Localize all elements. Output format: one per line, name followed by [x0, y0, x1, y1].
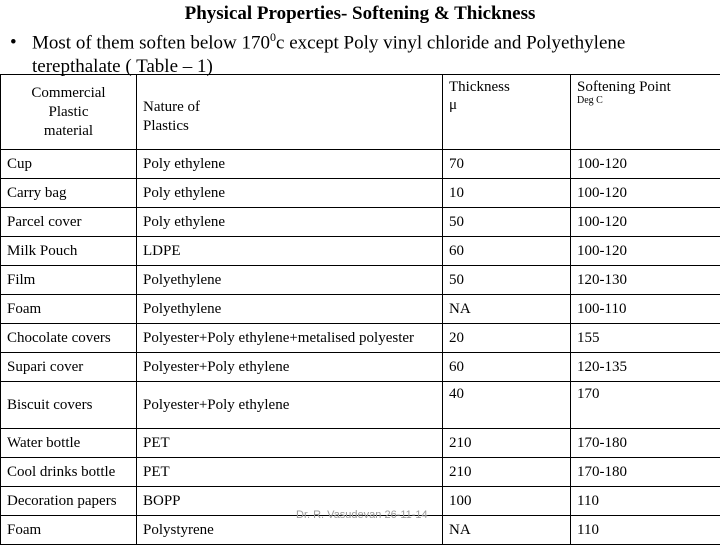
properties-table — [0, 74, 720, 545]
cell-nature: Poly ethylene — [137, 208, 443, 237]
slide-title: Physical Properties- Softening & Thickness — [0, 3, 720, 25]
header-thickness-label: Thickness — [449, 79, 564, 96]
cell-material: Cup — [1, 150, 137, 179]
header-nature-line-2: Plastics — [143, 117, 436, 136]
cell-softening: 110 — [571, 487, 720, 516]
header-material-line-2: Plastic — [7, 103, 130, 122]
cell-nature: Poly ethylene — [137, 150, 443, 179]
cell-softening: 100-110 — [571, 295, 720, 324]
cell-material: Decoration papers — [1, 487, 137, 516]
cell-material: Foam — [1, 516, 137, 545]
table-row — [1, 150, 720, 179]
cell-thickness: 210 — [443, 429, 571, 458]
cell-softening: 170 — [571, 382, 720, 429]
cell-material: Parcel cover — [1, 208, 137, 237]
cell-material: Water bottle — [1, 429, 137, 458]
footer-text: Dr. R. Vasudevan 26-11-14 — [296, 509, 428, 521]
header-nature-line-1: Nature of — [143, 98, 436, 117]
cell-nature: Polyester+Poly ethylene+metalised polyester — [137, 324, 443, 353]
bullet-superscript: 0 — [270, 30, 276, 44]
cell-thickness: 100 — [443, 487, 571, 516]
header-thickness-unit: μ — [449, 96, 564, 114]
cell-thickness: 10 — [443, 179, 571, 208]
header-material — [1, 75, 137, 150]
cell-nature: BOPP — [137, 487, 443, 516]
table-row — [1, 237, 720, 266]
header-thickness — [443, 75, 571, 150]
bullet-text-pre: Most of them soften below 170 — [32, 32, 270, 53]
cell-thickness: 70 — [443, 150, 571, 179]
table-row — [1, 208, 720, 237]
header-softening-unit: Deg C — [577, 96, 714, 106]
table-row — [1, 429, 720, 458]
table-row — [1, 382, 720, 429]
cell-nature: Polyethylene — [137, 266, 443, 295]
cell-nature: PET — [137, 458, 443, 487]
cell-thickness: NA — [443, 295, 571, 324]
header-softening — [571, 75, 720, 150]
cell-nature: Polyester+Poly ethylene — [137, 382, 443, 429]
cell-softening: 155 — [571, 324, 720, 353]
bullet-icon: • — [10, 31, 32, 55]
cell-softening: 170-180 — [571, 458, 720, 487]
cell-nature: Poly ethylene — [137, 179, 443, 208]
bullet-line-2: terepthalate ( Table – 1) — [10, 55, 710, 79]
cell-thickness: 40 — [443, 382, 571, 429]
cell-material: Supari cover — [1, 353, 137, 382]
header-material-line-1: Commercial — [7, 84, 130, 103]
cell-nature: Polyester+Poly ethylene — [137, 353, 443, 382]
cell-thickness: NA — [443, 516, 571, 545]
cell-material: Biscuit covers — [1, 382, 137, 429]
bullet-point — [10, 25, 710, 79]
table-row — [1, 353, 720, 382]
table-row — [1, 179, 720, 208]
cell-softening: 100-120 — [571, 179, 720, 208]
bullet-line-1 — [10, 25, 710, 55]
cell-material: Foam — [1, 295, 137, 324]
table-row — [1, 458, 720, 487]
cell-material: Carry bag — [1, 179, 137, 208]
cell-softening: 100-120 — [571, 150, 720, 179]
table-row — [1, 295, 720, 324]
cell-softening: 120-135 — [571, 353, 720, 382]
bullet-text-post: c except Poly vinyl chloride and Polyethylene — [276, 32, 625, 53]
table-row — [1, 324, 720, 353]
table-header-row — [1, 75, 720, 150]
cell-thickness: 50 — [443, 266, 571, 295]
table-row — [1, 266, 720, 295]
header-material-line-3: material — [7, 122, 130, 141]
cell-material: Chocolate covers — [1, 324, 137, 353]
cell-thickness: 210 — [443, 458, 571, 487]
cell-softening: 120-130 — [571, 266, 720, 295]
header-softening-label: Softening Point — [577, 79, 714, 96]
cell-thickness: 60 — [443, 237, 571, 266]
cell-thickness: 60 — [443, 353, 571, 382]
cell-material: Film — [1, 266, 137, 295]
cell-softening: 100-120 — [571, 208, 720, 237]
cell-nature: Polystyrene — [137, 516, 443, 545]
cell-softening: 110 — [571, 516, 720, 545]
cell-material: Cool drinks bottle — [1, 458, 137, 487]
cell-thickness: 20 — [443, 324, 571, 353]
cell-nature: Polyethylene — [137, 295, 443, 324]
cell-nature: LDPE — [137, 237, 443, 266]
cell-nature: PET — [137, 429, 443, 458]
cell-material: Milk Pouch — [1, 237, 137, 266]
table-body — [1, 75, 720, 545]
header-nature — [137, 75, 443, 150]
cell-softening: 100-120 — [571, 237, 720, 266]
cell-thickness: 50 — [443, 208, 571, 237]
cell-softening: 170-180 — [571, 429, 720, 458]
